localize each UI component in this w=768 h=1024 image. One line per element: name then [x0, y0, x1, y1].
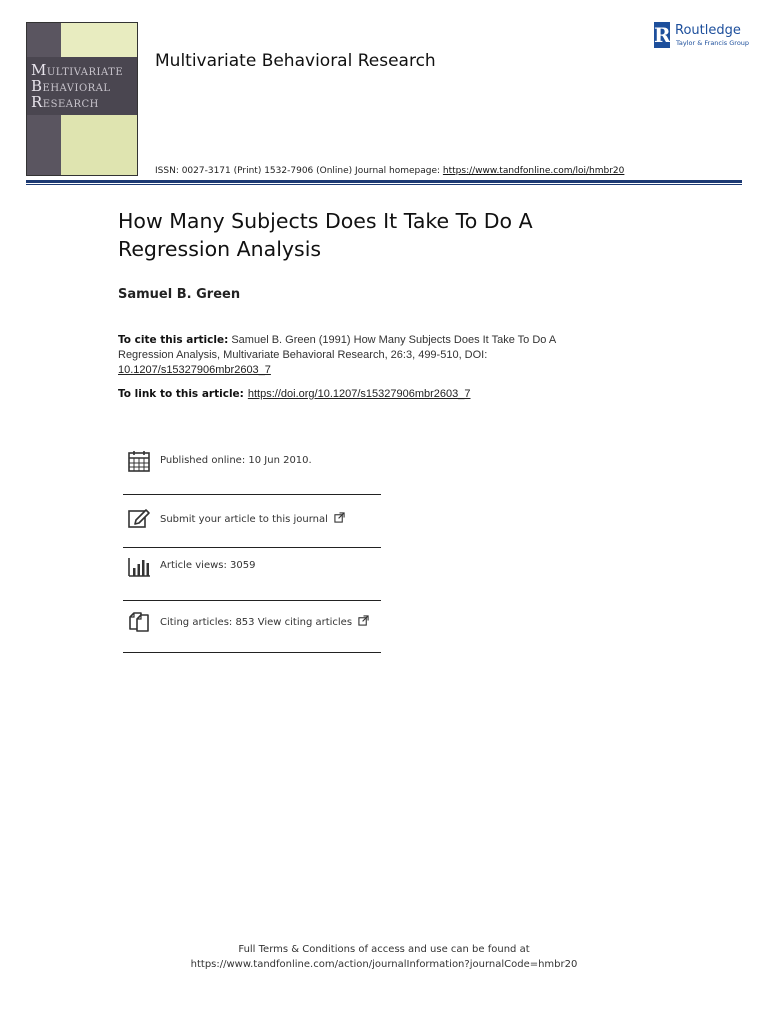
article-author: Samuel B. Green: [118, 287, 241, 302]
article-views-row: [123, 542, 381, 594]
citing-articles-link[interactable]: Citing articles: 853 View citing articles: [160, 615, 369, 628]
calendar-icon: [127, 449, 151, 473]
footer-terms-text: Full Terms & Conditions of access and use can be found at: [238, 944, 530, 955]
footer-terms-link[interactable]: https://www.tandfonline.com/action/journalInformation?journalCode=hmbr20: [190, 959, 578, 970]
citation-doi-link[interactable]: 10.1207/s15327906mbr2603_7: [118, 364, 271, 376]
journal-cover: [26, 22, 138, 176]
header-divider: [26, 180, 742, 183]
issn-line: [155, 166, 624, 176]
citing-articles-row[interactable]: [123, 597, 381, 649]
bar-chart-icon: [127, 554, 151, 578]
published-online-text: Published online: 10 Jun 2010.: [160, 455, 312, 466]
published-online-row: [123, 437, 381, 489]
submit-article-link[interactable]: Submit your article to this journal: [160, 512, 345, 525]
article-title: How Many Subjects Does It Take To Do A Regression Analysis: [118, 209, 533, 261]
issn-text: ISSN: 0027-3171 (Print) 1532-7906 (Online) Journal homepage:: [155, 166, 443, 176]
external-link-icon: [358, 615, 369, 626]
journal-homepage-link[interactable]: https://www.tandfonline.com/loi/hmbr20: [442, 166, 625, 176]
routledge-logo-name: Routledge: [675, 23, 741, 38]
article-doi-link[interactable]: https://doi.org/10.1207/s15327906mbr2603_7: [247, 388, 471, 400]
cover-word-2: BEHAVIORAL: [31, 77, 111, 95]
journal-title: Multivariate Behavioral Research: [155, 51, 436, 71]
cover-word-3: RESEARCH: [31, 93, 99, 111]
header-divider-thin: [26, 184, 742, 185]
routledge-logo-tagline: Taylor & Francis Group: [676, 39, 750, 47]
cover-word-1: MULTIVARIATE: [31, 61, 124, 79]
external-link-icon: [334, 512, 345, 523]
cover-top-panel: [61, 23, 137, 57]
citing-articles-icon: [127, 609, 151, 633]
citation-text: Samuel B. Green (1991) How Many Subjects Does It Take To Do A Regression Analysis, Multivariate Behavioral Research, 26:3, 499-510, DOI:: [118, 334, 556, 361]
article-views-text: Article views: 3059: [160, 560, 256, 571]
submit-article-row[interactable]: [123, 494, 381, 546]
citation-block: [118, 333, 598, 378]
routledge-logo-mark: R: [654, 23, 671, 47]
article-link-label: To link to this article:: [118, 388, 244, 400]
citation-label: To cite this article:: [118, 334, 229, 346]
info-divider: [123, 652, 381, 653]
footer: [0, 942, 768, 972]
edit-icon: [127, 506, 151, 530]
article-link-block: [118, 388, 471, 400]
